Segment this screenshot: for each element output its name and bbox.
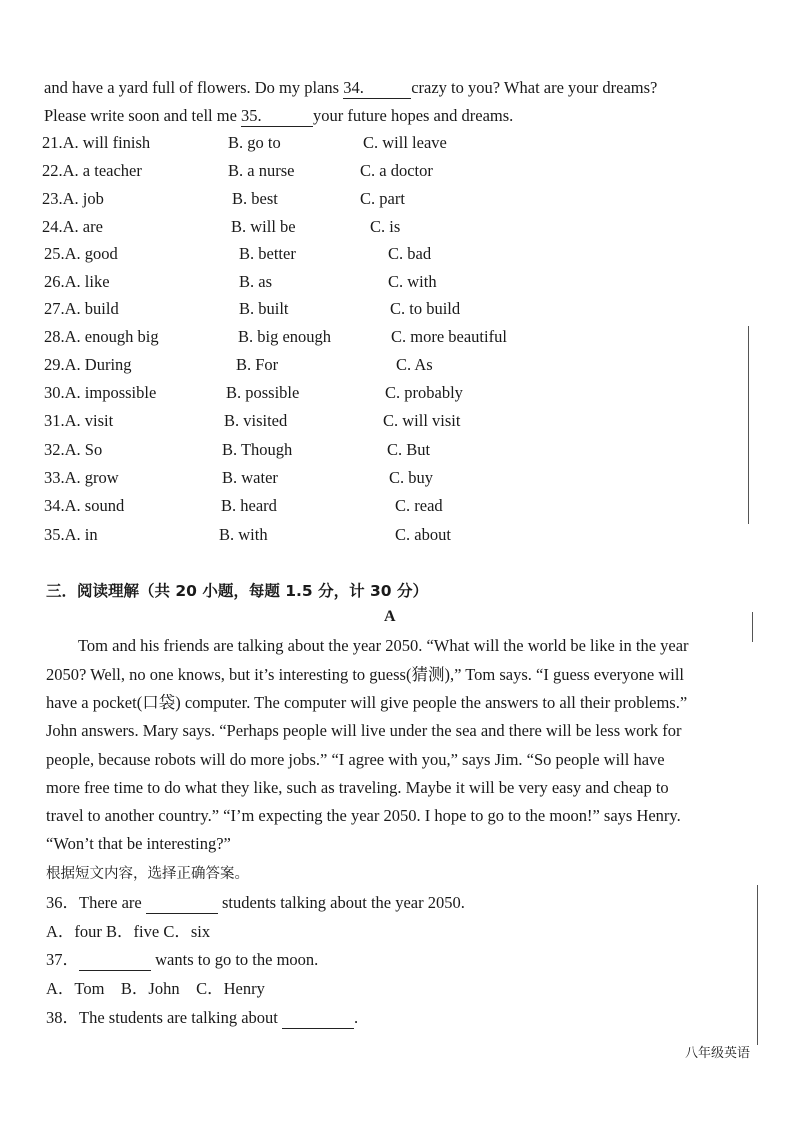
intro-line-1-start: and have a yard full of flowers. Do my plans [44,78,344,97]
passage-line: “Won’t that be interesting?” [46,834,231,853]
option-a-33: 33.A. grow [44,468,119,487]
option-b-34: B. heard [221,496,277,515]
answer-blank-36 [146,893,218,914]
blank-35: 35. [241,106,313,127]
option-c-33: C. buy [389,468,434,487]
passage-line: Tom and his friends are talking about the year 2050. “What will the world be like in the year [78,636,689,655]
blank-34: 34. [343,78,411,99]
answer-blank-38 [282,1008,354,1029]
option-a-22: 22.A. a teacher [42,161,142,180]
option-a-25: 25.A. good [44,244,118,263]
option-b-28: B. big enough [238,327,332,346]
option-b-21: B. go to [228,133,281,152]
scan-edge-line [748,326,749,524]
option-c-21: C. will leave [363,133,447,152]
intro-line-2-end: your future hopes and dreams. [313,106,514,125]
passage-line: more free time to do what they like, such as traveling. Maybe it will be very easy and cheap to [46,778,669,797]
option-a-35: 35.A. in [44,525,98,544]
scan-edge-line [752,612,753,642]
option-b-22: B. a nurse [228,161,295,180]
option-b-23: B. best [232,189,278,208]
option-a-32: 32.A. So [44,440,103,459]
passage-line: John answers. Mary says. “Perhaps people will live under the sea and there will be less work for [46,721,682,740]
option-c-31: C. will visit [383,411,461,430]
option-b-25: B. better [239,244,296,263]
intro-line-2 [44,106,513,127]
intro-line-2-start: Please write soon and tell me [44,106,242,125]
option-a-23: 23.A. job [42,189,104,208]
option-b-29: B. For [236,355,279,374]
option-b-24: B. will be [231,217,296,236]
intro-line-1 [44,78,657,99]
option-c-24: C. is [370,217,401,236]
option-a-21: 21.A. will finish [42,133,151,152]
option-a-34: 34.A. sound [44,496,125,515]
option-c-29: C. As [396,355,433,374]
option-c-22: C. a doctor [360,161,433,180]
option-a-24: 24.A. are [42,217,103,236]
question-37: 37． wants to go to the moon. [46,950,319,969]
option-b-32: B. Though [222,440,293,459]
option-c-30: C. probably [385,383,463,402]
option-a-31: 31.A. visit [44,411,114,430]
option-c-34: C. read [395,496,443,515]
passage-title: A [384,608,396,625]
option-a-28: 28.A. enough big [44,327,159,346]
passage-line: travel to another country.” “I’m expecting the year 2050. I hope to go to the moon!” says Henry. [46,806,681,825]
passage-line: 2050? Well, no one knows, but it’s interesting to guess(猜测),” Tom says. “I guess everyone will [46,665,685,684]
passage-line: have a pocket(口袋) computer. The computer will give people the answers to all their problems.” [46,693,688,712]
option-c-25: C. bad [388,244,432,263]
option-c-23: C. part [360,189,405,208]
scan-edge-line [757,885,758,1045]
option-b-33: B. water [222,468,278,487]
answer-blank-37 [79,950,151,971]
question-36-options: A．four B．five C．six [46,922,211,941]
option-c-27: C. to build [390,299,461,318]
option-c-28: C. more beautiful [391,327,507,346]
question-36: 36．There are students talking about the year 2050. [46,893,465,912]
option-b-31: B. visited [224,411,288,430]
option-b-26: B. as [239,272,272,291]
passage-line: people, because robots will do more jobs.” “I agree with you,” says Jim. “So people will have [46,750,665,769]
option-a-26: 26.A. like [44,272,110,291]
section-heading: 三．阅读理解（共 20 小题，每题 1.5 分，计 30 分） [46,582,428,600]
option-b-30: B. possible [226,383,300,402]
option-b-27: B. built [239,299,289,318]
question-37-options: A．Tom B．John C．Henry [46,979,265,998]
intro-line-1-end: crazy to you? What are your dreams? [411,78,658,97]
option-c-26: C. with [388,272,437,291]
option-a-29: 29.A. During [44,355,132,374]
instruction: 根据短文内容，选择正确答案。 [46,866,249,882]
option-c-32: C. But [387,440,431,459]
option-c-35: C. about [395,525,451,544]
option-a-27: 27.A. build [44,299,119,318]
option-a-30: 30.A. impossible [44,383,157,402]
question-38: 38．The students are talking about . [46,1008,359,1027]
footer-label: 八年级英语 [684,1046,750,1061]
option-b-35: B. with [219,525,268,544]
